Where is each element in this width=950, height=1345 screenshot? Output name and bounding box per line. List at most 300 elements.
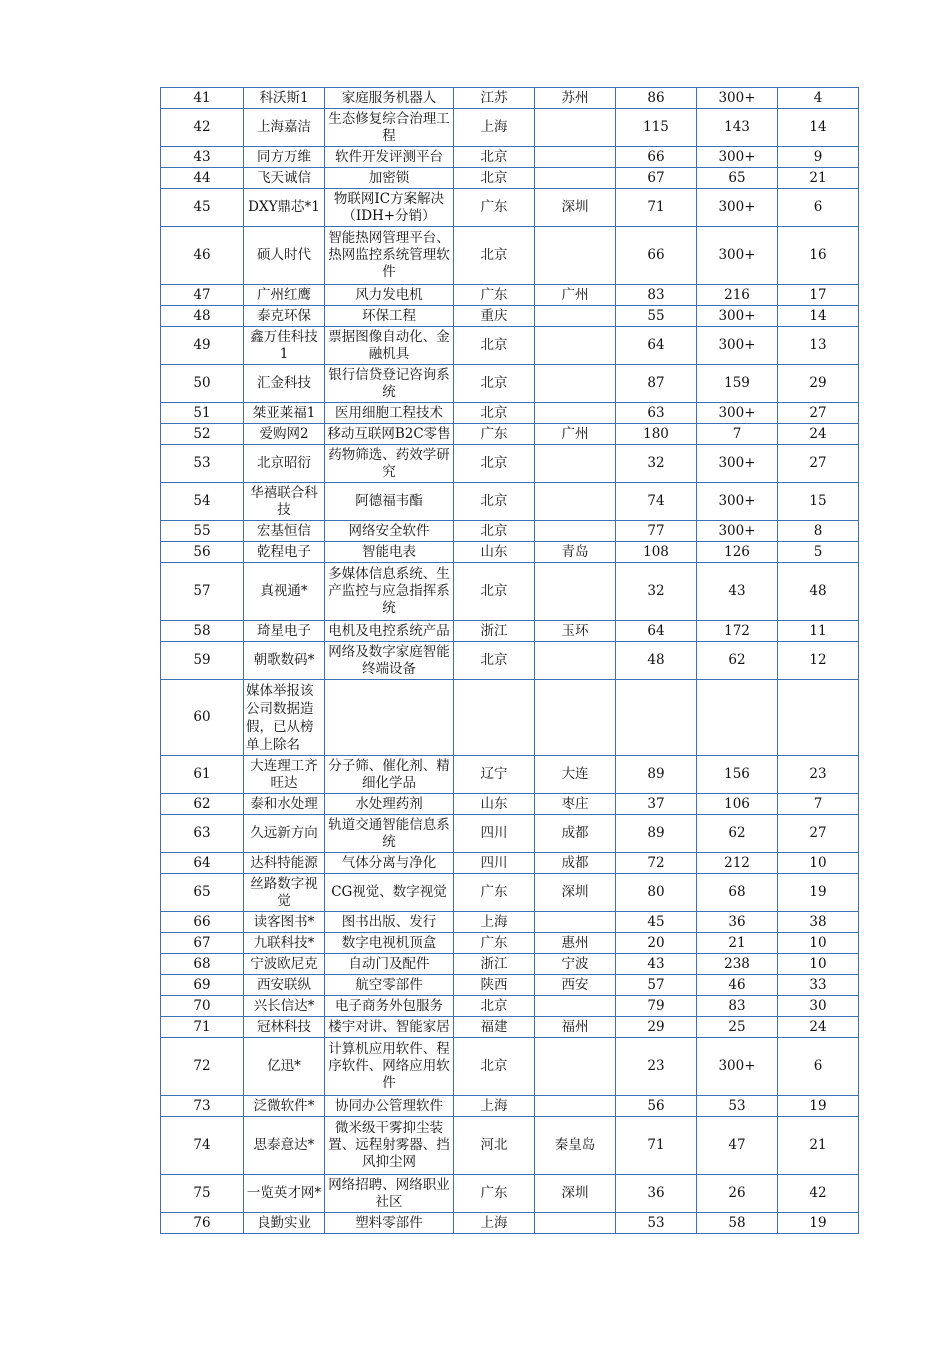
company-cell: 汇金科技 <box>244 365 325 403</box>
province-cell: 上海 <box>454 109 535 147</box>
business-cell: CG视觉、数字视觉 <box>325 874 454 912</box>
province-cell: 山东 <box>454 794 535 815</box>
table-row <box>161 227 859 285</box>
business-cell: 微米级干雾抑尘装置、远程射雾器、挡风抑尘网 <box>325 1117 454 1175</box>
table-row <box>161 109 859 147</box>
value2-cell <box>697 680 778 756</box>
business-cell: 计算机应用软件、程序软件、网络应用软件 <box>325 1038 454 1096</box>
value3-cell: 15 <box>778 483 859 521</box>
city-cell: 宁波 <box>535 954 616 975</box>
company-cell: 九联科技* <box>244 933 325 954</box>
value2-cell: 36 <box>697 912 778 933</box>
table-row <box>161 483 859 521</box>
city-cell <box>535 483 616 521</box>
city-cell <box>535 109 616 147</box>
value2-cell: 216 <box>697 285 778 306</box>
province-cell: 辽宁 <box>454 756 535 794</box>
value2-cell: 172 <box>697 621 778 642</box>
table-row <box>161 365 859 403</box>
value1-cell: 77 <box>616 521 697 542</box>
province-cell: 北京 <box>454 996 535 1017</box>
value3-cell: 27 <box>778 815 859 853</box>
rank-cell: 50 <box>161 365 244 403</box>
table-row <box>161 1096 859 1117</box>
value3-cell: 7 <box>778 794 859 815</box>
value3-cell: 9 <box>778 147 859 168</box>
province-cell: 浙江 <box>454 954 535 975</box>
business-cell: 票据图像自动化、金融机具 <box>325 327 454 365</box>
table-row <box>161 327 859 365</box>
company-cell: 媒体举报该公司数据造假，已从榜单上除名 <box>244 680 325 756</box>
province-cell: 北京 <box>454 521 535 542</box>
table-row <box>161 642 859 680</box>
value2-cell: 126 <box>697 542 778 563</box>
business-cell: 网络及数字家庭智能终端设备 <box>325 642 454 680</box>
value2-cell: 65 <box>697 168 778 189</box>
company-cell: 宏基恒信 <box>244 521 325 542</box>
value1-cell: 56 <box>616 1096 697 1117</box>
rank-cell: 54 <box>161 483 244 521</box>
business-cell: 家庭服务机器人 <box>325 88 454 109</box>
company-cell: 读客图书* <box>244 912 325 933</box>
company-cell: 飞天诚信 <box>244 168 325 189</box>
company-cell: 科沃斯1 <box>244 88 325 109</box>
value2-cell: 106 <box>697 794 778 815</box>
value2-cell: 7 <box>697 424 778 445</box>
business-cell: 移动互联网B2C零售 <box>325 424 454 445</box>
city-cell: 青岛 <box>535 542 616 563</box>
company-cell: 达科特能源 <box>244 853 325 874</box>
value3-cell: 12 <box>778 642 859 680</box>
value2-cell: 300+ <box>697 147 778 168</box>
city-cell <box>535 147 616 168</box>
rank-cell: 70 <box>161 996 244 1017</box>
table-row <box>161 853 859 874</box>
value1-cell: 89 <box>616 815 697 853</box>
value3-cell: 19 <box>778 1096 859 1117</box>
rank-cell: 43 <box>161 147 244 168</box>
province-cell: 北京 <box>454 563 535 621</box>
company-cell: 泰和水处理 <box>244 794 325 815</box>
value3-cell: 48 <box>778 563 859 621</box>
rank-cell: 44 <box>161 168 244 189</box>
province-cell: 浙江 <box>454 621 535 642</box>
value3-cell: 21 <box>778 168 859 189</box>
city-cell <box>535 680 616 756</box>
value2-cell: 21 <box>697 933 778 954</box>
value2-cell: 300+ <box>697 445 778 483</box>
table-row <box>161 1038 859 1096</box>
city-cell <box>535 403 616 424</box>
value3-cell: 16 <box>778 227 859 285</box>
province-cell: 山东 <box>454 542 535 563</box>
company-cell: 一览英才网* <box>244 1175 325 1213</box>
value1-cell: 57 <box>616 975 697 996</box>
business-cell: 楼宇对讲、智能家居 <box>325 1017 454 1038</box>
province-cell: 北京 <box>454 1038 535 1096</box>
rank-cell: 61 <box>161 756 244 794</box>
value2-cell: 300+ <box>697 483 778 521</box>
value3-cell: 8 <box>778 521 859 542</box>
city-cell: 玉环 <box>535 621 616 642</box>
value1-cell: 37 <box>616 794 697 815</box>
value1-cell: 23 <box>616 1038 697 1096</box>
value1-cell: 108 <box>616 542 697 563</box>
business-cell: 阿德福韦酯 <box>325 483 454 521</box>
value2-cell: 300+ <box>697 189 778 227</box>
value2-cell: 300+ <box>697 327 778 365</box>
value3-cell: 27 <box>778 445 859 483</box>
rank-cell: 58 <box>161 621 244 642</box>
value1-cell: 79 <box>616 996 697 1017</box>
business-cell: 多媒体信息系统、生产监控与应急指挥系统 <box>325 563 454 621</box>
business-cell: 医用细胞工程技术 <box>325 403 454 424</box>
rank-cell: 49 <box>161 327 244 365</box>
province-cell: 广东 <box>454 874 535 912</box>
table-row <box>161 975 859 996</box>
rank-cell: 65 <box>161 874 244 912</box>
rank-cell: 74 <box>161 1117 244 1175</box>
table-row <box>161 1175 859 1213</box>
province-cell: 上海 <box>454 1213 535 1234</box>
table-row <box>161 563 859 621</box>
value3-cell <box>778 680 859 756</box>
table-row <box>161 424 859 445</box>
business-cell: 生态修复综合治理工程 <box>325 109 454 147</box>
value3-cell: 33 <box>778 975 859 996</box>
value3-cell: 27 <box>778 403 859 424</box>
company-cell: 良勤实业 <box>244 1213 325 1234</box>
value1-cell: 43 <box>616 954 697 975</box>
company-cell: 爱购网2 <box>244 424 325 445</box>
table-row <box>161 542 859 563</box>
province-cell: 北京 <box>454 227 535 285</box>
value2-cell: 83 <box>697 996 778 1017</box>
company-cell: 冠林科技 <box>244 1017 325 1038</box>
table-row <box>161 621 859 642</box>
business-cell: 电子商务外包服务 <box>325 996 454 1017</box>
company-cell: 西安联纵 <box>244 975 325 996</box>
city-cell <box>535 327 616 365</box>
value2-cell: 238 <box>697 954 778 975</box>
rank-cell: 67 <box>161 933 244 954</box>
rank-cell: 76 <box>161 1213 244 1234</box>
value2-cell: 300+ <box>697 1038 778 1096</box>
value3-cell: 24 <box>778 424 859 445</box>
company-cell: DXY鼎芯*1 <box>244 189 325 227</box>
table-row <box>161 874 859 912</box>
province-cell: 上海 <box>454 1096 535 1117</box>
city-cell: 成都 <box>535 815 616 853</box>
value3-cell: 11 <box>778 621 859 642</box>
rank-cell: 52 <box>161 424 244 445</box>
business-cell: 电机及电控系统产品 <box>325 621 454 642</box>
province-cell: 北京 <box>454 327 535 365</box>
value1-cell: 72 <box>616 853 697 874</box>
rank-cell: 56 <box>161 542 244 563</box>
value1-cell: 87 <box>616 365 697 403</box>
company-cell: 华禧联合科技 <box>244 483 325 521</box>
city-cell: 惠州 <box>535 933 616 954</box>
value3-cell: 10 <box>778 933 859 954</box>
rank-cell: 57 <box>161 563 244 621</box>
province-cell: 北京 <box>454 147 535 168</box>
value1-cell: 20 <box>616 933 697 954</box>
city-cell <box>535 642 616 680</box>
value2-cell: 300+ <box>697 521 778 542</box>
rank-cell: 69 <box>161 975 244 996</box>
value1-cell: 83 <box>616 285 697 306</box>
province-cell: 上海 <box>454 912 535 933</box>
table-row <box>161 912 859 933</box>
rank-cell: 62 <box>161 794 244 815</box>
value1-cell: 32 <box>616 445 697 483</box>
province-cell: 广东 <box>454 189 535 227</box>
value1-cell: 66 <box>616 227 697 285</box>
business-cell: 银行信贷登记咨询系统 <box>325 365 454 403</box>
business-cell: 网络招聘、网络职业社区 <box>325 1175 454 1213</box>
rank-cell: 45 <box>161 189 244 227</box>
business-cell: 网络安全软件 <box>325 521 454 542</box>
province-cell: 四川 <box>454 853 535 874</box>
rank-cell: 71 <box>161 1017 244 1038</box>
value1-cell: 64 <box>616 327 697 365</box>
value1-cell: 29 <box>616 1017 697 1038</box>
table-row <box>161 1213 859 1234</box>
business-cell: 轨道交通智能信息系统 <box>325 815 454 853</box>
table-row <box>161 756 859 794</box>
value1-cell: 80 <box>616 874 697 912</box>
value3-cell: 10 <box>778 853 859 874</box>
business-cell <box>325 680 454 756</box>
value2-cell: 58 <box>697 1213 778 1234</box>
company-cell: 北京昭衍 <box>244 445 325 483</box>
company-cell: 朝歌数码* <box>244 642 325 680</box>
value3-cell: 14 <box>778 306 859 327</box>
table-row <box>161 794 859 815</box>
province-cell: 北京 <box>454 168 535 189</box>
company-cell: 真视通* <box>244 563 325 621</box>
value3-cell: 5 <box>778 542 859 563</box>
company-cell: 兴长信达* <box>244 996 325 1017</box>
province-cell: 四川 <box>454 815 535 853</box>
value3-cell: 4 <box>778 88 859 109</box>
rank-cell: 73 <box>161 1096 244 1117</box>
province-cell: 北京 <box>454 365 535 403</box>
value2-cell: 68 <box>697 874 778 912</box>
value1-cell: 64 <box>616 621 697 642</box>
city-cell: 广州 <box>535 285 616 306</box>
city-cell <box>535 445 616 483</box>
value1-cell: 63 <box>616 403 697 424</box>
business-cell: 物联网IC方案解决（IDH+分销） <box>325 189 454 227</box>
rank-cell: 55 <box>161 521 244 542</box>
value3-cell: 19 <box>778 874 859 912</box>
table-row <box>161 88 859 109</box>
value1-cell: 71 <box>616 189 697 227</box>
table-row <box>161 285 859 306</box>
business-cell: 分子筛、催化剂、精细化学品 <box>325 756 454 794</box>
city-cell: 枣庄 <box>535 794 616 815</box>
value2-cell: 300+ <box>697 227 778 285</box>
business-cell: 风力发电机 <box>325 285 454 306</box>
business-cell: 数字电视机顶盒 <box>325 933 454 954</box>
table-row <box>161 933 859 954</box>
city-cell: 深圳 <box>535 1175 616 1213</box>
value2-cell: 212 <box>697 853 778 874</box>
value2-cell: 25 <box>697 1017 778 1038</box>
value3-cell: 17 <box>778 285 859 306</box>
company-cell: 琦星电子 <box>244 621 325 642</box>
rank-cell: 41 <box>161 88 244 109</box>
business-cell: 自动门及配件 <box>325 954 454 975</box>
value2-cell: 159 <box>697 365 778 403</box>
value1-cell: 115 <box>616 109 697 147</box>
value2-cell: 62 <box>697 815 778 853</box>
city-cell <box>535 227 616 285</box>
business-cell: 水处理药剂 <box>325 794 454 815</box>
table-row <box>161 168 859 189</box>
rank-cell: 66 <box>161 912 244 933</box>
value2-cell: 300+ <box>697 88 778 109</box>
city-cell: 成都 <box>535 853 616 874</box>
value2-cell: 43 <box>697 563 778 621</box>
value2-cell: 300+ <box>697 306 778 327</box>
table-row <box>161 680 859 756</box>
company-cell: 鑫万佳科技1 <box>244 327 325 365</box>
ranking-table-body <box>161 88 859 1234</box>
value3-cell: 6 <box>778 189 859 227</box>
value1-cell: 67 <box>616 168 697 189</box>
province-cell: 江苏 <box>454 88 535 109</box>
city-cell: 广州 <box>535 424 616 445</box>
company-cell: 广州红鹰 <box>244 285 325 306</box>
value2-cell: 53 <box>697 1096 778 1117</box>
rank-cell: 46 <box>161 227 244 285</box>
value1-cell: 45 <box>616 912 697 933</box>
company-cell: 乾程电子 <box>244 542 325 563</box>
value3-cell: 6 <box>778 1038 859 1096</box>
city-cell <box>535 521 616 542</box>
city-cell <box>535 1213 616 1234</box>
table-row <box>161 1117 859 1175</box>
company-cell: 久远新方向 <box>244 815 325 853</box>
province-cell: 福建 <box>454 1017 535 1038</box>
company-cell: 桀亚莱福1 <box>244 403 325 424</box>
table-row <box>161 403 859 424</box>
table-row <box>161 445 859 483</box>
province-cell: 北京 <box>454 445 535 483</box>
value3-cell: 38 <box>778 912 859 933</box>
city-cell: 深圳 <box>535 189 616 227</box>
business-cell: 航空零部件 <box>325 975 454 996</box>
province-cell: 广东 <box>454 285 535 306</box>
business-cell: 智能电表 <box>325 542 454 563</box>
value2-cell: 143 <box>697 109 778 147</box>
province-cell: 河北 <box>454 1117 535 1175</box>
business-cell: 加密锁 <box>325 168 454 189</box>
value1-cell: 55 <box>616 306 697 327</box>
value3-cell: 24 <box>778 1017 859 1038</box>
business-cell: 药物筛选、药效学研究 <box>325 445 454 483</box>
value3-cell: 13 <box>778 327 859 365</box>
rank-cell: 59 <box>161 642 244 680</box>
table-row <box>161 306 859 327</box>
value2-cell: 62 <box>697 642 778 680</box>
value3-cell: 21 <box>778 1117 859 1175</box>
rank-cell: 72 <box>161 1038 244 1096</box>
rank-cell: 64 <box>161 853 244 874</box>
rank-cell: 60 <box>161 680 244 756</box>
rank-cell: 51 <box>161 403 244 424</box>
company-cell: 同方万维 <box>244 147 325 168</box>
company-cell: 大连理工齐旺达 <box>244 756 325 794</box>
value3-cell: 19 <box>778 1213 859 1234</box>
table-row <box>161 996 859 1017</box>
city-cell: 苏州 <box>535 88 616 109</box>
rank-cell: 63 <box>161 815 244 853</box>
value3-cell: 42 <box>778 1175 859 1213</box>
company-cell: 亿迅* <box>244 1038 325 1096</box>
business-cell: 图书出版、发行 <box>325 912 454 933</box>
city-cell <box>535 1096 616 1117</box>
company-cell: 上海嘉洁 <box>244 109 325 147</box>
city-cell <box>535 306 616 327</box>
table-row <box>161 815 859 853</box>
company-cell: 宁波欧尼克 <box>244 954 325 975</box>
company-cell: 丝路数字视觉 <box>244 874 325 912</box>
value3-cell: 29 <box>778 365 859 403</box>
province-cell: 广东 <box>454 424 535 445</box>
city-cell <box>535 1038 616 1096</box>
table-row <box>161 521 859 542</box>
business-cell: 软件开发评测平台 <box>325 147 454 168</box>
city-cell <box>535 996 616 1017</box>
city-cell <box>535 168 616 189</box>
city-cell: 秦皇岛 <box>535 1117 616 1175</box>
value1-cell: 89 <box>616 756 697 794</box>
table-row <box>161 1017 859 1038</box>
table-row <box>161 147 859 168</box>
value1-cell: 180 <box>616 424 697 445</box>
value2-cell: 300+ <box>697 403 778 424</box>
value1-cell: 66 <box>616 147 697 168</box>
city-cell <box>535 365 616 403</box>
value2-cell: 47 <box>697 1117 778 1175</box>
value1-cell: 48 <box>616 642 697 680</box>
company-cell: 泛微软件* <box>244 1096 325 1117</box>
business-cell: 环保工程 <box>325 306 454 327</box>
province-cell: 广东 <box>454 933 535 954</box>
province-cell: 重庆 <box>454 306 535 327</box>
city-cell: 西安 <box>535 975 616 996</box>
city-cell <box>535 912 616 933</box>
province-cell: 北京 <box>454 642 535 680</box>
rank-cell: 42 <box>161 109 244 147</box>
company-cell: 泰克环保 <box>244 306 325 327</box>
rank-cell: 68 <box>161 954 244 975</box>
value1-cell: 86 <box>616 88 697 109</box>
business-cell: 协同办公管理软件 <box>325 1096 454 1117</box>
rank-cell: 47 <box>161 285 244 306</box>
value1-cell: 71 <box>616 1117 697 1175</box>
rank-cell: 53 <box>161 445 244 483</box>
company-cell: 思泰意达* <box>244 1117 325 1175</box>
table-row <box>161 189 859 227</box>
ranking-table <box>160 87 859 1234</box>
table-row <box>161 954 859 975</box>
business-cell: 塑料零部件 <box>325 1213 454 1234</box>
